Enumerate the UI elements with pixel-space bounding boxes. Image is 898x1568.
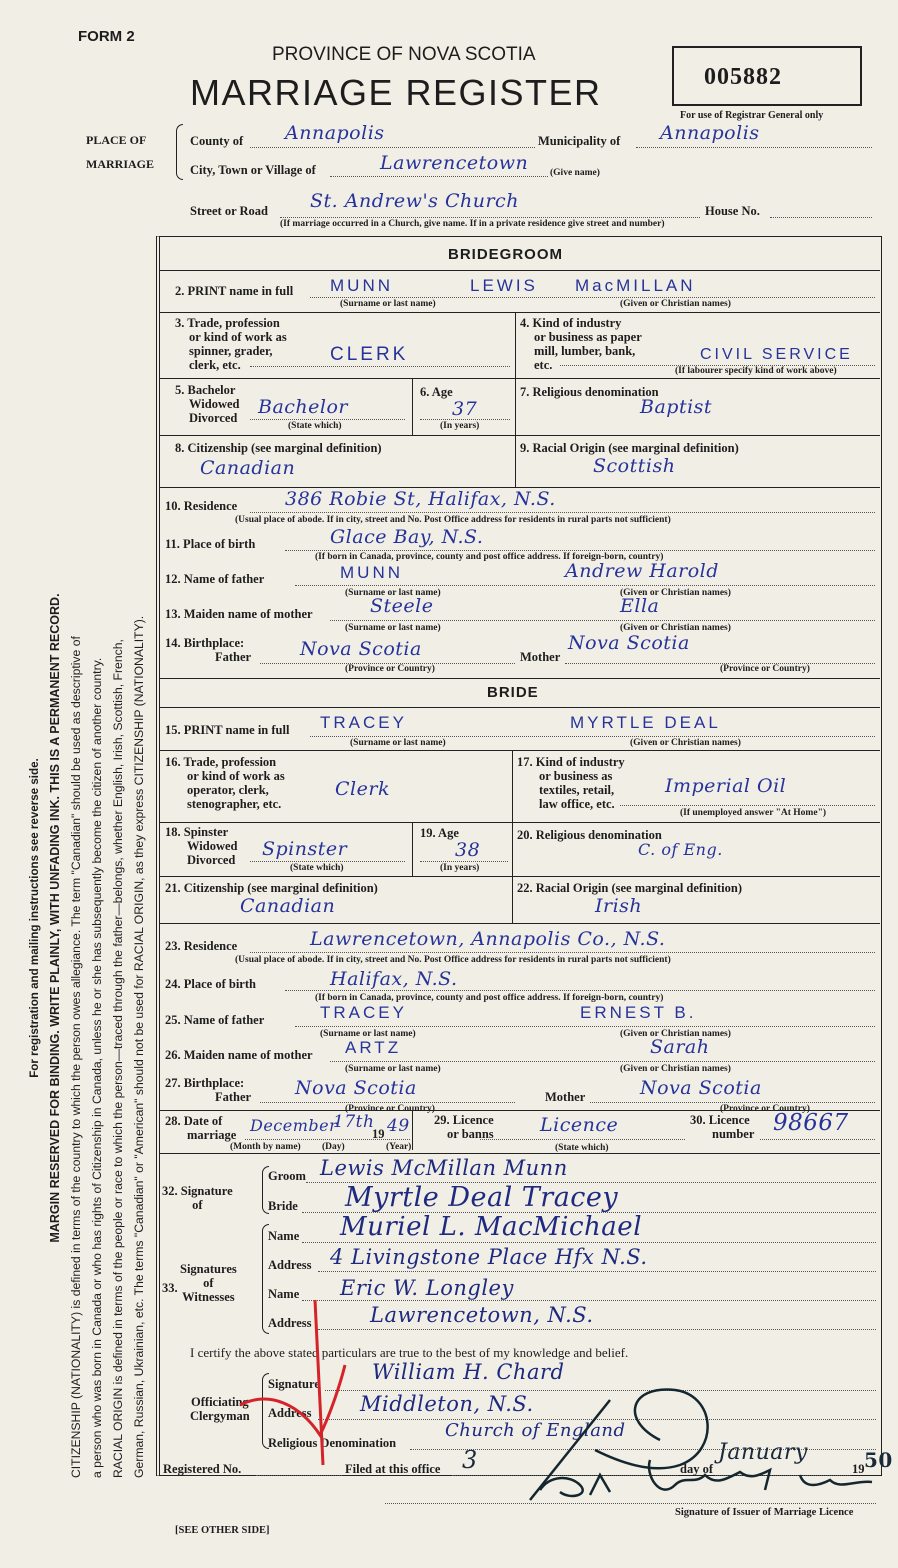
caption: (Usual place of abode. If in city, street and No. Post Office address for residents in rural parts not sufficient): [235, 955, 671, 965]
dotted-line: [285, 550, 875, 551]
rule: [160, 678, 880, 679]
licence-type-label: 29. Licence or banns: [433, 1113, 494, 1141]
caption: (Surname or last name): [345, 623, 441, 633]
dotted-line: [260, 1102, 515, 1103]
witnesses-number: 33.: [162, 1281, 178, 1295]
filed-year-prefix: 19: [852, 1462, 865, 1476]
bride-age: 38: [455, 839, 481, 861]
rule: [160, 750, 880, 751]
caption: (Year): [386, 1142, 412, 1152]
rule: [512, 750, 513, 923]
clergy-address-label: Address: [268, 1406, 312, 1420]
bride-age-label: 19. Age: [420, 826, 459, 840]
city-label: City, Town or Village of: [190, 163, 316, 177]
caption: (Usual place of abode. If in city, street and No. Post Office address for residents in rural parts not sufficient): [235, 515, 671, 525]
bride-father-surname: TRACEY: [320, 1003, 407, 1022]
margin-line: a person who was born in Canada or who has rights of Citizenship in Canada, unless he or she has subsequently become the citizen of another country.: [90, 657, 104, 1478]
rule: [160, 1153, 880, 1154]
dotted-line: [760, 1139, 875, 1140]
dotted-line: [295, 585, 875, 586]
street-label: Street or Road: [190, 204, 268, 218]
bride-given: MYRTLE DEAL: [570, 713, 721, 732]
dotted-line: [330, 1061, 875, 1062]
red-check-mark-icon: [230, 1295, 350, 1475]
caption: (Surname or last name): [340, 299, 436, 309]
caption: (If unemployed answer "At Home"): [680, 808, 827, 818]
groom-mother-surname: Steele: [370, 595, 434, 617]
groom-given-1: LEWIS: [470, 276, 538, 295]
dotted-line: [480, 1139, 685, 1140]
witness-1-address: 4 Livingstone Place Hfx N.S.: [330, 1245, 648, 1269]
caption: (Given or Christian names): [620, 1064, 731, 1074]
clergy-denomination-label: Religious Denomination: [268, 1436, 397, 1450]
caption: (If labourer specify kind of work above): [675, 366, 837, 376]
groom-status: Bachelor: [258, 396, 349, 418]
marriage-day: 17th: [333, 1112, 375, 1132]
dotted-line: [310, 297, 875, 298]
dotted-line: [245, 1139, 410, 1140]
dotted-line: [330, 620, 875, 621]
witness-address-label: Address: [268, 1316, 312, 1330]
bride-signature-label: Bride: [268, 1199, 298, 1213]
bride-father-label: 25. Name of father: [165, 1013, 265, 1027]
dotted-line: [295, 1026, 875, 1027]
bride-trade-label: 16. Trade, profession or kind of work as operator, clerk, stenographer, etc.: [165, 755, 285, 811]
clergy-denomination: Church of England: [445, 1420, 626, 1441]
dotted-line: [770, 217, 872, 218]
bride-citizenship-label: 21. Citizenship (see marginal definition): [165, 881, 378, 895]
groom-father-given: Andrew Harold: [565, 560, 719, 582]
municipality-value: Annapolis: [660, 122, 760, 144]
dotted-line: [620, 805, 875, 806]
witnesses-label: Signatures of Witnesses: [180, 1262, 237, 1304]
licence-number-label: 30. Licence number: [690, 1113, 755, 1141]
bride-birthplace: Halifax, N.S.: [330, 968, 458, 990]
bride-trade: Clerk: [335, 778, 390, 800]
bride-religion: C. of Eng.: [638, 840, 723, 859]
dotted-line: [250, 147, 535, 148]
bride-mother-given: Sarah: [650, 1036, 710, 1058]
margin-line: CITIZENSHIP (NATIONALITY) is defined in terms of the country to which the person owes allegiance. The term "Canadian" should be used as descriptive of: [69, 636, 83, 1478]
marriage-label: MARRIAGE: [86, 157, 154, 171]
witness-name-label: Name: [268, 1287, 300, 1301]
groom-surname: MUNN: [330, 276, 393, 295]
groom-age-label: 6. Age: [420, 385, 453, 399]
rule: [412, 378, 413, 435]
rule: [412, 822, 413, 876]
dotted-line: [250, 366, 510, 367]
margin-line: MARGIN RESERVED FOR BINDING. WRITE PLAINLY, WITH UNFADING INK. THIS IS A PERMANENT RECORD.: [48, 593, 62, 1243]
bride-industry: Imperial Oil: [665, 775, 787, 797]
give-name-caption: (Give name): [550, 168, 600, 178]
bride-racial-origin: Irish: [595, 895, 643, 917]
house-label: House No.: [705, 204, 760, 218]
officiating-clergyman-label: Officiating Clergyman: [190, 1395, 250, 1423]
county-label: County of: [190, 134, 244, 148]
dotted-line: [250, 419, 405, 420]
bride-heading: BRIDE: [487, 684, 539, 701]
bride-father-given: ERNEST B.: [580, 1003, 697, 1022]
caption: (Day): [322, 1142, 345, 1152]
bride-racial-label: 22. Racial Origin (see marginal definition): [517, 881, 742, 895]
rule: [160, 707, 880, 708]
dotted-line: [250, 512, 875, 513]
groom-citizenship: Canadian: [200, 457, 296, 479]
caption: (In years): [440, 863, 480, 873]
caption: (Surname or last name): [320, 1029, 416, 1039]
dotted-line: [636, 147, 872, 148]
dotted-line: [310, 736, 875, 737]
dotted-line: [302, 1242, 876, 1243]
groom-given-2: MacMILLAN: [575, 276, 696, 295]
caption: (State which): [290, 863, 344, 873]
father-label: Father: [215, 1090, 252, 1104]
clergy-signature-label: Signature: [268, 1377, 320, 1391]
caption: (Province or Country): [345, 664, 435, 674]
caption: (Surname or last name): [350, 738, 446, 748]
caption: (Given or Christian names): [620, 588, 731, 598]
bride-birthplace-label: 24. Place of birth: [165, 977, 256, 991]
mother-label: Mother: [520, 650, 561, 664]
dotted-line: [302, 1300, 876, 1301]
marriage-year: 49: [387, 1116, 410, 1136]
groom-citizenship-label: 8. Citizenship (see marginal definition): [175, 441, 382, 455]
municipality-label: Municipality of: [538, 134, 621, 148]
year-prefix: 19: [372, 1127, 385, 1141]
caption: (If born in Canada, province, county and post office address. If foreign-born, country): [315, 552, 664, 562]
street-value: St. Andrew's Church: [310, 190, 519, 212]
groom-father-birthplace: Nova Scotia: [300, 638, 422, 660]
groom-name-label: 2. PRINT name in full: [175, 284, 294, 298]
bride-status-label: 18. Spinster Widowed Divorced: [165, 825, 238, 867]
caption: (Surname or last name): [345, 1064, 441, 1074]
clergy-address: Middleton, N.S.: [360, 1392, 534, 1416]
province-title: PROVINCE OF NOVA SCOTIA: [272, 44, 536, 65]
city-value: Lawrencetown: [380, 152, 529, 174]
filed-year: 50: [864, 1448, 893, 1472]
caption: (In years): [440, 421, 480, 431]
filed-month: January: [718, 1440, 808, 1465]
groom-industry: CIVIL SERVICE: [700, 346, 853, 363]
margin-instructions: [24, 288, 158, 1478]
bridegroom-heading: BRIDEGROOM: [448, 246, 563, 263]
rule: [515, 312, 516, 487]
groom-signature: Lewis McMillan Munn: [320, 1156, 568, 1180]
dotted-line: [250, 861, 405, 862]
groom-trade-label: 3. Trade, profession or kind of work as spinner, grader, clerk, etc.: [175, 316, 287, 372]
dotted-line: [318, 1329, 876, 1330]
rule: [160, 378, 880, 379]
bride-father-birthplace: Nova Scotia: [295, 1077, 417, 1099]
caption: (Province or Country): [720, 1104, 810, 1114]
witness-1-name: Muriel L. MacMichael: [340, 1212, 643, 1242]
rule: [160, 822, 880, 823]
bride-parents-birthplace-label: 27. Birthplace:: [165, 1076, 245, 1090]
groom-racial-origin: Scottish: [593, 455, 676, 477]
registrar-note: For use of Registrar General only: [680, 110, 824, 121]
groom-birthplace: Glace Bay, N.S.: [330, 526, 484, 548]
bride-industry-label: 17. Kind of industry or business as textiles, retail, law office, etc.: [517, 755, 625, 811]
marriage-date-label: 28. Date of marriage: [165, 1114, 237, 1142]
bride-mother-birthplace: Nova Scotia: [640, 1077, 762, 1099]
bride-name-label: 15. PRINT name in full: [165, 723, 290, 737]
margin-line: RACIAL ORIGIN is defined in terms of the people or race to which the person—traced through the father—belongs, whether English, Irish, Scottish, French,: [111, 639, 125, 1478]
dotted-line: [420, 861, 508, 862]
groom-mother-label: 13. Maiden name of mother: [165, 607, 313, 621]
rule: [160, 876, 880, 877]
bride-mother-surname: ARTZ: [345, 1038, 402, 1057]
dotted-line: [285, 990, 875, 991]
caption: (State which): [555, 1143, 609, 1153]
witness-name-label: Name: [268, 1229, 300, 1243]
groom-signature-label: Groom: [268, 1169, 306, 1183]
rule: [160, 435, 880, 436]
page-title: MARRIAGE REGISTER: [190, 72, 602, 113]
dotted-line: [250, 952, 875, 953]
rule: [412, 1110, 413, 1150]
bride-mother-label: 26. Maiden name of mother: [165, 1048, 313, 1062]
witness-address-label: Address: [268, 1258, 312, 1272]
dotted-line: [318, 1271, 876, 1272]
issuer-signature-icon: [500, 1380, 890, 1510]
rule: [160, 270, 880, 271]
place-label: PLACE OF: [86, 133, 147, 147]
see-other-side: [SEE OTHER SIDE]: [175, 1525, 270, 1536]
county-value: Annapolis: [285, 122, 385, 144]
groom-birthplace-label: 11. Place of birth: [165, 537, 256, 551]
bride-residence: Lawrencetown, Annapolis Co., N.S.: [310, 928, 666, 950]
bride-surname: TRACEY: [320, 713, 407, 732]
bride-residence-label: 23. Residence: [165, 939, 238, 953]
rule: [160, 312, 880, 313]
groom-age: 37: [452, 398, 478, 420]
brace: [176, 124, 183, 180]
caption: (Month by name): [230, 1142, 301, 1152]
caption: (Province or Country): [720, 664, 810, 674]
rule: [160, 923, 880, 924]
caption: (Given or Christian names): [620, 623, 731, 633]
groom-status-label: 5. Bachelor Widowed Divorced: [175, 383, 240, 425]
groom-trade: CLERK: [330, 344, 409, 365]
dotted-line: [590, 1102, 875, 1103]
issuer-caption: Signature of Issuer of Marriage Licence: [675, 1507, 854, 1518]
mother-label: Mother: [545, 1090, 586, 1104]
caption: (Given or Christian names): [620, 299, 731, 309]
caption: (Province or Country): [345, 1104, 435, 1114]
groom-father-surname: MUNN: [340, 563, 403, 582]
filed-label: Filed at this office: [345, 1462, 441, 1476]
registration-number: 005882: [704, 64, 782, 90]
registered-no-label: Registered No.: [163, 1462, 242, 1476]
caption: (Surname or last name): [345, 588, 441, 598]
groom-residence-label: 10. Residence: [165, 499, 238, 513]
marriage-month: December: [250, 1116, 338, 1135]
caption: (State which): [288, 421, 342, 431]
caption: (Given or Christian names): [620, 1029, 731, 1039]
margin-line: German, Russian, Ukrainian, etc. The terms "Canadian" or "American" should not be used for RACIAL ORIGIN, as they express CITIZENSHIP (NATIONALITY).: [132, 615, 146, 1478]
groom-mother-given: Ella: [620, 595, 660, 617]
dotted-line: [256, 1475, 342, 1476]
filed-day: 3: [462, 1446, 478, 1474]
bride-religion-label: 20. Religious denomination: [517, 828, 662, 842]
dotted-line: [280, 217, 700, 218]
signature-label: 32. Signature of: [162, 1184, 233, 1212]
licence-number: 98667: [773, 1110, 849, 1136]
witness-2-address: Lawrencetown, N.S.: [370, 1303, 594, 1327]
bride-signature: Myrtle Deal Tracey: [345, 1182, 619, 1213]
groom-father-label: 12. Name of father: [165, 572, 265, 586]
day-of-label: day of: [680, 1462, 713, 1476]
groom-mother-birthplace: Nova Scotia: [568, 632, 690, 654]
witness-2-name: Eric W. Longley: [340, 1276, 514, 1300]
street-caption: (If marriage occurred in a Church, give name. If in a private residence give street and number): [280, 219, 665, 229]
certification-statement: I certify the above stated particulars are true to the best of my knowledge and belief.: [190, 1345, 629, 1360]
caption: (Given or Christian names): [630, 738, 741, 748]
groom-religion: Baptist: [640, 396, 713, 418]
bride-status: Spinster: [262, 838, 348, 860]
rule: [160, 1110, 880, 1111]
licence-type: Licence: [540, 1114, 619, 1136]
caption: (If born in Canada, province, county and post office address. If foreign-born, country): [315, 993, 664, 1003]
groom-parents-birthplace-label: 14. Birthplace:: [165, 636, 245, 650]
groom-industry-label: 4. Kind of industry or business as paper mill, lumber, bank, etc.: [520, 316, 642, 372]
bride-citizenship: Canadian: [240, 895, 336, 917]
groom-religion-label: 7. Religious denomination: [520, 385, 659, 399]
dotted-line: [330, 176, 548, 177]
father-label: Father: [215, 650, 252, 664]
form-number: FORM 2: [78, 28, 135, 45]
groom-racial-label: 9. Racial Origin (see marginal definition): [520, 441, 739, 455]
groom-residence: 386 Robie St, Halifax, N.S.: [285, 488, 556, 510]
margin-line: For registration and mailing instructions see reverse side.: [28, 758, 41, 1078]
clergy-signature: William H. Chard: [372, 1360, 565, 1384]
